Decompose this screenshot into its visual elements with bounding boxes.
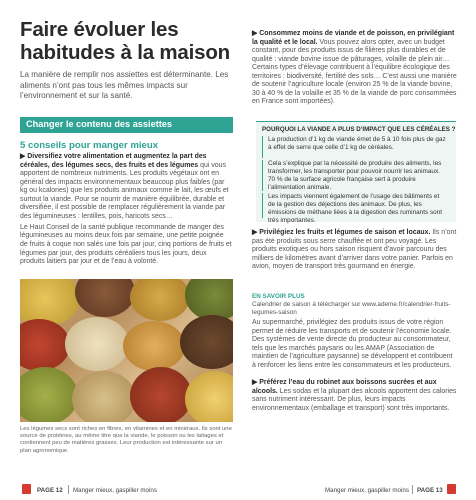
left-body-text (20, 153, 233, 269)
seed-sack-7 (123, 321, 185, 371)
info-box-para-1: La production d’1 kg de viande émet de 5 à 10 fois plus de gaz à effet de serre que celle d’1 kg de céréales. (268, 136, 446, 151)
seed-sack-12 (185, 371, 233, 422)
info-box-bar-3 (262, 193, 263, 218)
tip-water-heading: ▶ Préférez l’eau du robinet aux boissons sucrées et aux alcools. (252, 379, 437, 395)
section-band (20, 117, 233, 133)
seed-sack-8 (180, 315, 233, 369)
tip-meat-text: Vous pouvez alors opter, avec un budget constant, pour des produits issus de filières plus durables et de qualité : viande bovine issue de pâturages, volaille de plein air… Certains types d’élevage contribuent à l’équilibre écologique des territoires : biodiversité, fertilité des sols… C’est aussi une manière de soutenir l’agriculture locale (environ 25 % de la viande bovine, 30 à 40 % de la volaille et 35 % de la viande de porc consommées en France sont importées). (252, 38, 457, 106)
seed-sack-2 (75, 279, 135, 317)
tip-water-text: Les sodas et la plupart des alcools apportent des calories sans nutriment intéressant. De plus, leurs impacts environnementaux (emballage et transport) sont très importants. (252, 387, 457, 412)
left-column (20, 18, 233, 102)
seed-sack-3 (130, 279, 190, 321)
info-box (256, 121, 456, 222)
seed-sack-6 (65, 317, 129, 371)
footer-title-left: Manger mieux, gaspiller moins (73, 487, 157, 494)
title-line-2: habitudes à la maison (20, 41, 230, 64)
learn-more-link[interactable]: Calendrier de saison à télécharger sur www.ademe.fr/calendrier-fruits-legumes-saison (252, 301, 451, 316)
seed-sack-11 (130, 367, 192, 422)
tip-season-text: Ils n’ont pas été produits sous serre chauffée et ont peu voyagé. Les produits exotiques ou hors saison risquent d’avoir parcouru des milliers de kilomètres avant d’arriver dans votre panier. Parfois en avion, moyen de transport très gourmand en énergie. (252, 229, 457, 271)
tip-meat-block (252, 30, 457, 107)
market-paragraph (252, 319, 457, 370)
photo-caption: Les légumes secs sont riches en fibres, en vitamines et en minéraux. Ils sont une source de protéines, au même titre que la viande, le poisson ou les laitages et contiennent peu de matières grasses. Leur production est intéressante sur un plan agronomique. (20, 426, 232, 454)
info-box-bar-1 (262, 136, 263, 158)
seed-sack-10 (72, 371, 136, 422)
seed-sack-5 (20, 319, 70, 371)
market-text: Au supermarché, privilégiez des produits issus de votre région permet de réduire les transports et de soutenir l’économie locale. Des systèmes de vente directe du producteur au consommateur, tels que les marchés paysans ou les AMAP (Association de maintien de l’agriculture paysanne) se développent et contribuent à renforcer les liens entre les consommateurs et les producteurs. (252, 319, 453, 369)
tips-subheading: 5 conseils pour manger mieux (20, 140, 159, 151)
footer-page-left: PAGE 12 (37, 487, 63, 494)
page-title (20, 18, 233, 64)
tip-diversify (20, 153, 233, 221)
tip-diversify-text: qui vous apportent de nombreux nutriments. Les produits végétaux ont en général des impacts environnementaux beaucoup plus faibles (par kg ou kcalories) que les produits animaux comme le lait, les œufs et surtout la viande. Pour se nourrir de manière équilibrée, durable et diversifiée, il est possible de remplacer régulièrement la viande par des légumineuses : lentilles, pois, haricots secs… (20, 161, 229, 220)
info-box-para-2: Cela s’explique par la nécessité de produire des aliments, les transformer, les transporter pour pouvoir nourrir les animaux. 70 % de la surface agricole française sert à produire l’alimentation animale. (268, 160, 442, 191)
tip-diversify-heading: ▶ Diversifiez votre alimentation et augmentez la part des céréales, des légumes secs, des fruits et des légumes (20, 153, 207, 169)
page-badge-right-icon (447, 484, 456, 494)
page-badge-left-icon (22, 484, 31, 494)
footer-page-right: PAGE 13 (417, 487, 443, 494)
seed-sack-1 (20, 279, 80, 326)
tip-water-block (252, 379, 457, 413)
footer-title-right: Manger mieux, gaspiller moins (325, 487, 409, 494)
footer-divider-right (412, 485, 413, 494)
intro-paragraph: La manière de remplir nos assiettes est déterminante. Les aliments n’ont pas tous les mêmes impacts sur l’environnement et sur la santé. (20, 70, 229, 101)
tip-season-heading: ▶ Privilégiez les fruits et légumes de saison et locaux. (252, 229, 431, 236)
tip-meat-heading: ▶ Consommez moins de viande et de poisson, en privilégiant la qualité et le local. (252, 30, 455, 46)
hcsp-paragraph: Le Haut Conseil de la santé publique recommande de manger des légumineuses au moins deux fois par semaine, une petite poignée de fruits à coque non salés une fois par jour, cinq portions de fruits et légumes par jour, des produits céréaliers tous les jours, deux produits laitiers par jour et de l’eau à volonté. (20, 223, 232, 266)
section-band-label: Changer le contenu des assiettes (26, 119, 173, 129)
info-box-para-3: Les impacts viennent également de l’usage des bâtiments et de la gestion des déjections des animaux. De plus, les émissions de méthane liées à la digestion des ruminants sont très importantes. (268, 193, 443, 224)
title-line-1: Faire évoluer les (20, 18, 179, 41)
info-box-title: POURQUOI LA VIANDE A PLUS D’IMPACT QUE LES CÉRÉALES ? (262, 126, 456, 133)
footer-divider-left (68, 485, 69, 494)
seed-sack-9 (20, 367, 78, 422)
info-box-bar-2 (262, 160, 263, 191)
legumes-photo (20, 279, 233, 422)
learn-more-title: EN SAVOIR PLUS (252, 293, 305, 300)
tip-season-block (252, 229, 457, 272)
